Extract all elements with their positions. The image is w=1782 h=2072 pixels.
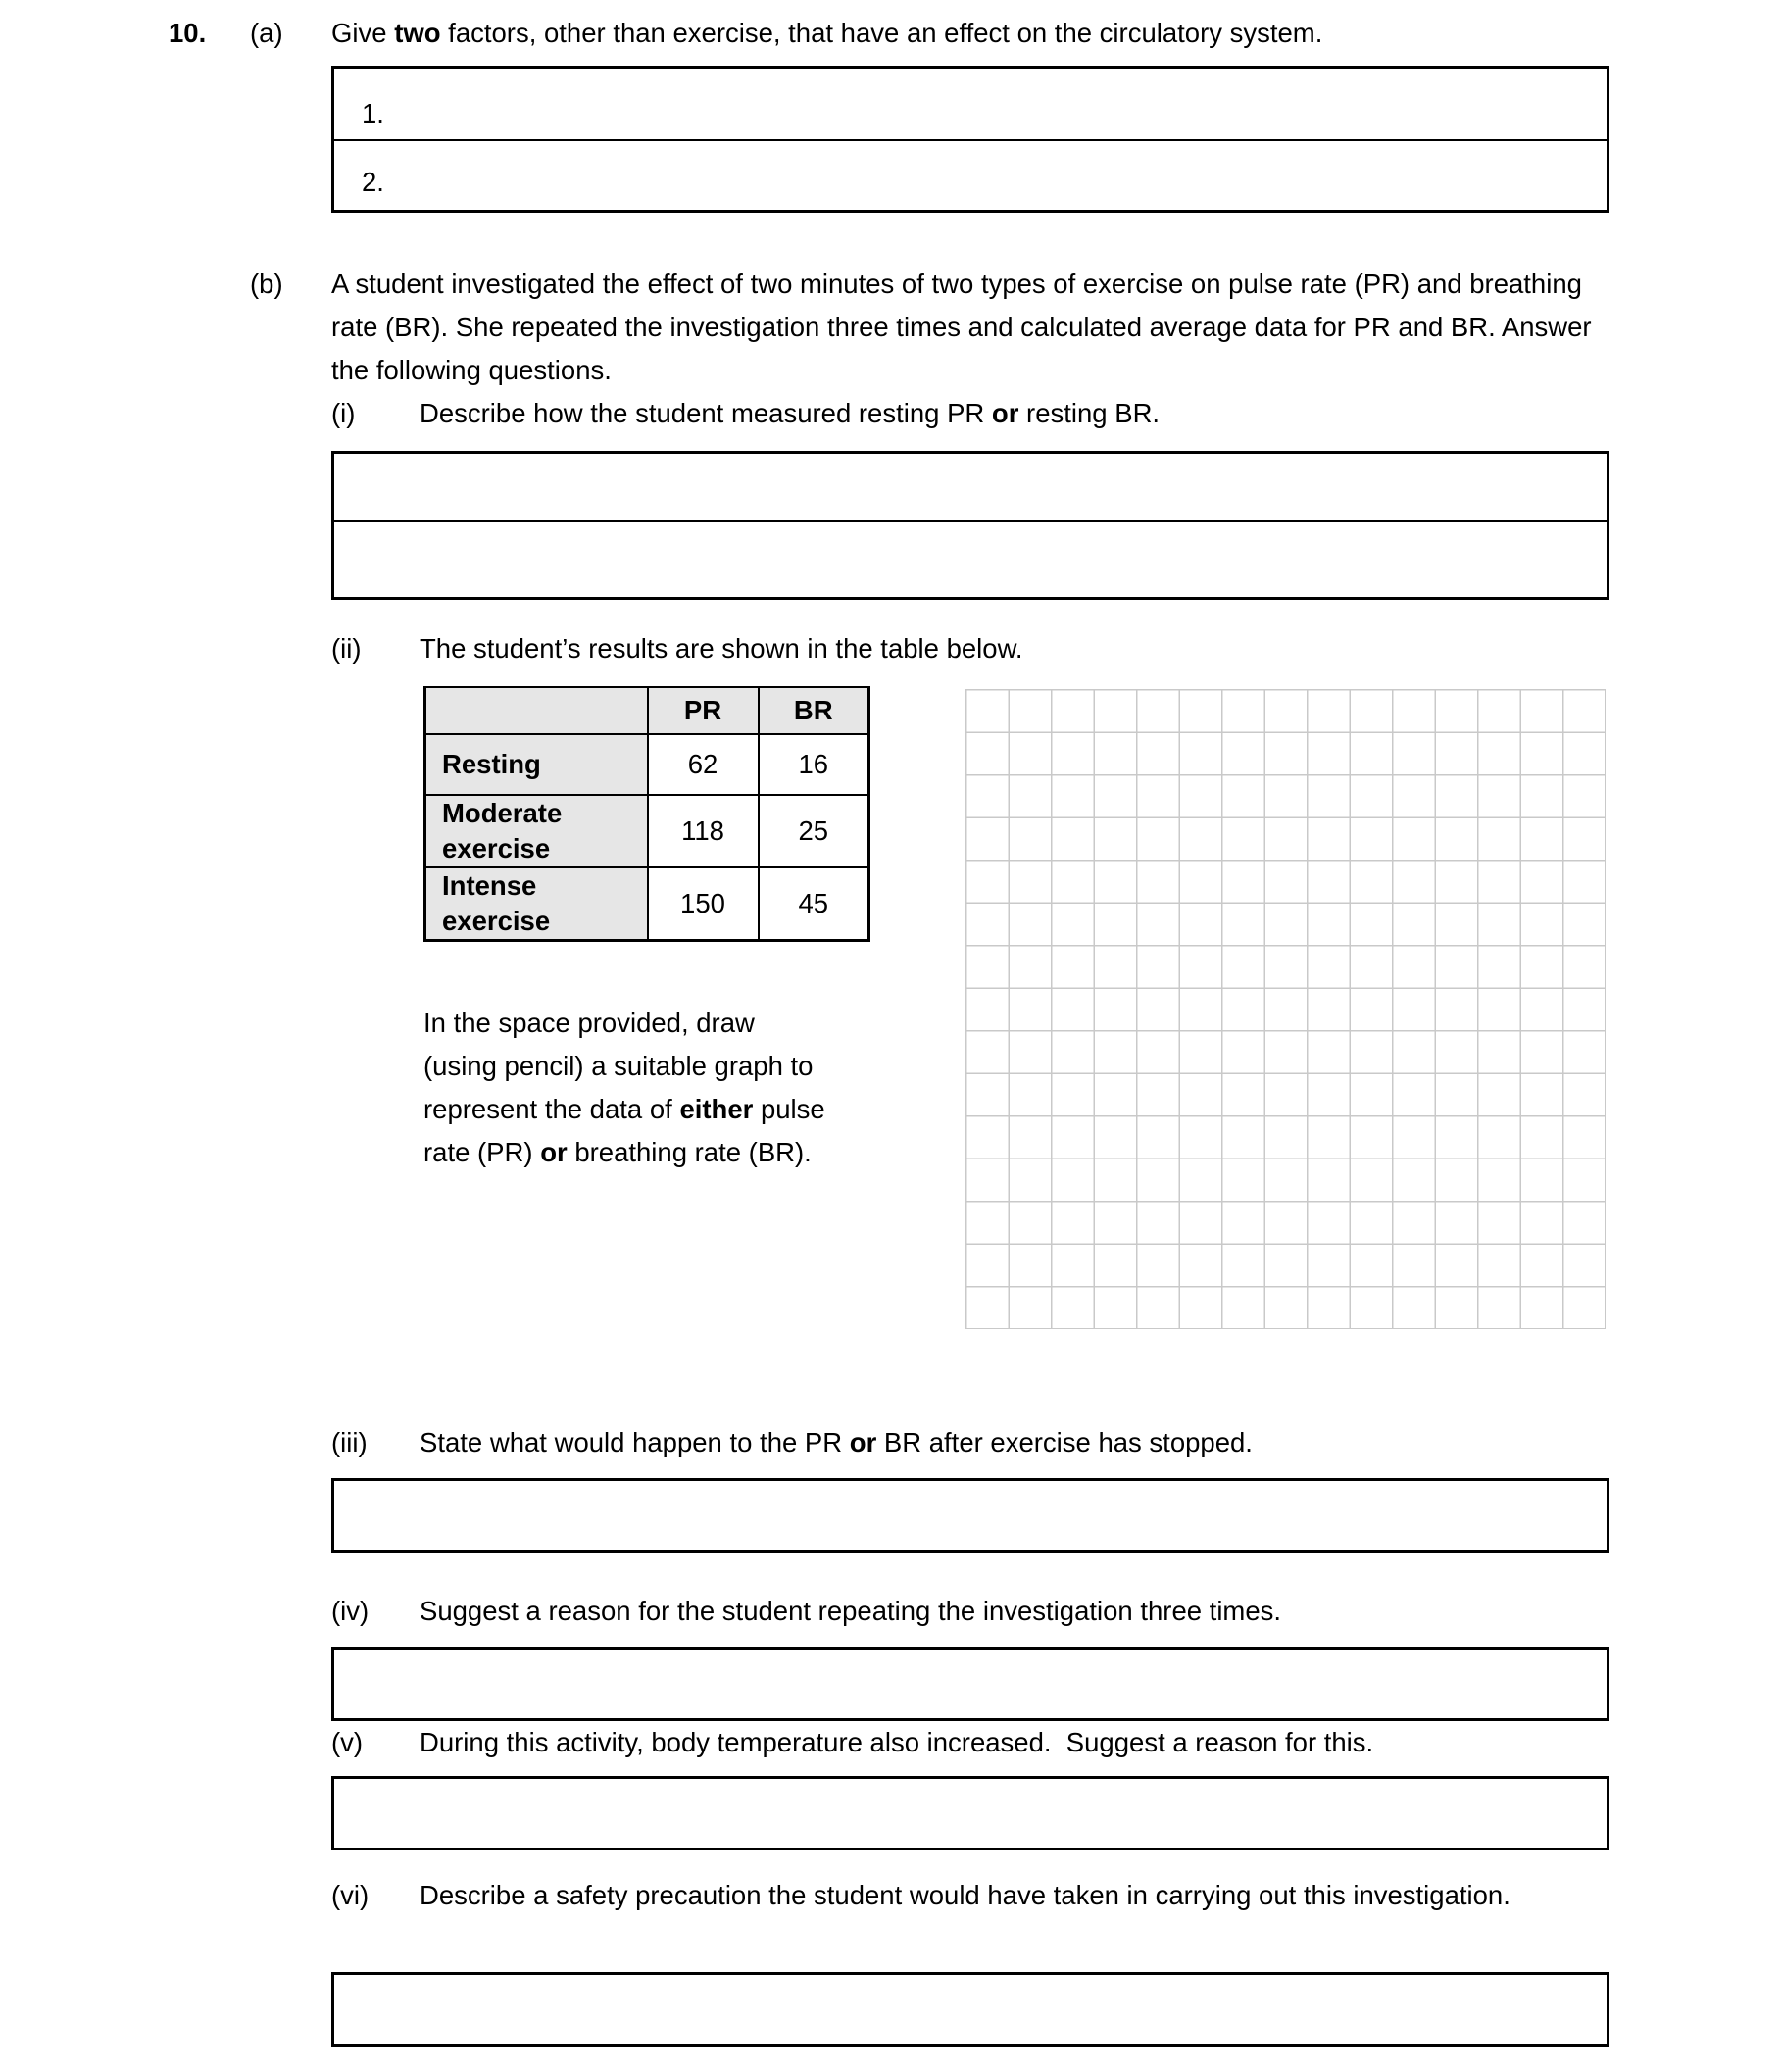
table-col-header-pr: PR <box>648 687 759 734</box>
table-row <box>425 867 869 941</box>
graph-instruction-bold-either: either <box>679 1094 754 1124</box>
part-b-iv-text: Suggest a reason for the student repeating the investigation three times. <box>420 1596 1282 1626</box>
part-a-text-seg2: factors, other than exercise, that have an effect on the circulatory system. <box>440 18 1323 48</box>
answer-box-b-vi[interactable] <box>331 1972 1609 2047</box>
part-b-i-text-seg2: resting BR. <box>1018 398 1161 428</box>
table-col-header-br: BR <box>759 687 869 734</box>
graph-instruction-seg3: breathing rate (BR). <box>567 1137 812 1167</box>
part-b-ii-label: (ii) <box>331 633 362 664</box>
table-row-label-intense: Intense exercise <box>425 867 648 941</box>
table-row <box>425 795 869 867</box>
graph-instruction <box>423 1002 835 1174</box>
answer-box-divider <box>334 520 1607 522</box>
part-b-text: A student investigated the effect of two minutes of two types of exercise on pulse rate (PR) and breathing rate (BR). She repeated the investigation three times and calculated average data for PR and BR. Answer the following questions. <box>331 269 1592 385</box>
part-b-iii-text-seg1: State what would happen to the PR <box>420 1427 850 1457</box>
table-row-label-moderate: Moderate exercise <box>425 795 648 867</box>
answer-box-b-iv[interactable] <box>331 1647 1609 1721</box>
table-corner-cell <box>425 687 648 734</box>
table-cell-resting-br: 16 <box>759 734 869 795</box>
table-cell-intense-pr: 150 <box>648 867 759 941</box>
answer-box-divider <box>334 139 1607 141</box>
part-a-text-bold: two <box>394 18 441 48</box>
table-row-label-resting: Resting <box>425 734 648 795</box>
part-b-label: (b) <box>250 269 283 299</box>
part-b-ii-text: The student’s results are shown in the table below. <box>420 633 1023 664</box>
part-a-text-seg1: Give <box>331 18 395 48</box>
part-b-iii-text-bold: or <box>849 1427 877 1457</box>
answer-row-label-1: 1. <box>362 98 384 128</box>
table-cell-resting-pr: 62 <box>648 734 759 795</box>
table-cell-moderate-pr: 118 <box>648 795 759 867</box>
table-cell-intense-br: 45 <box>759 867 869 941</box>
part-b-i-label: (i) <box>331 398 356 428</box>
question-number: 10. <box>169 18 207 48</box>
graph-instruction-seg1: In the space provided, draw (using pencil) a suitable graph to represent the data of <box>423 1008 814 1124</box>
part-b-v-text: During this activity, body temperature also increased. Suggest a reason for this. <box>420 1727 1374 1757</box>
answer-box-b-i[interactable] <box>331 451 1609 600</box>
answer-box-b-v[interactable] <box>331 1776 1609 1850</box>
table-cell-moderate-br: 25 <box>759 795 869 867</box>
part-b-i-text <box>420 392 1160 435</box>
part-b-iii-text <box>420 1421 1253 1464</box>
graph-instruction-seg2: pulse rate (PR) <box>423 1094 825 1167</box>
answer-box-b-iii[interactable] <box>331 1478 1609 1553</box>
graph-instruction-bold-or: or <box>540 1137 568 1167</box>
results-table <box>423 686 870 942</box>
part-a-label: (a) <box>250 18 283 48</box>
part-b-vi-text: Describe a safety precaution the student would have taken in carrying out this investigation. <box>420 1880 1510 1910</box>
table-row <box>425 734 869 795</box>
answer-row-label-2: 2. <box>362 167 384 197</box>
part-b-iii-label: (iii) <box>331 1427 368 1457</box>
part-b-iv-label: (iv) <box>331 1596 370 1626</box>
part-b-v-label: (v) <box>331 1727 364 1757</box>
part-b-i-text-bold: or <box>991 398 1019 428</box>
part-b-iii-text-seg2: BR after exercise has stopped. <box>876 1427 1253 1457</box>
answer-box-a[interactable] <box>331 66 1609 213</box>
part-a-text <box>331 12 1322 55</box>
part-b-i-text-seg1: Describe how the student measured resting PR <box>420 398 992 428</box>
graph-paper-grid[interactable] <box>965 689 1606 1329</box>
table-header-row <box>425 687 869 734</box>
part-b-vi-label: (vi) <box>331 1880 370 1910</box>
